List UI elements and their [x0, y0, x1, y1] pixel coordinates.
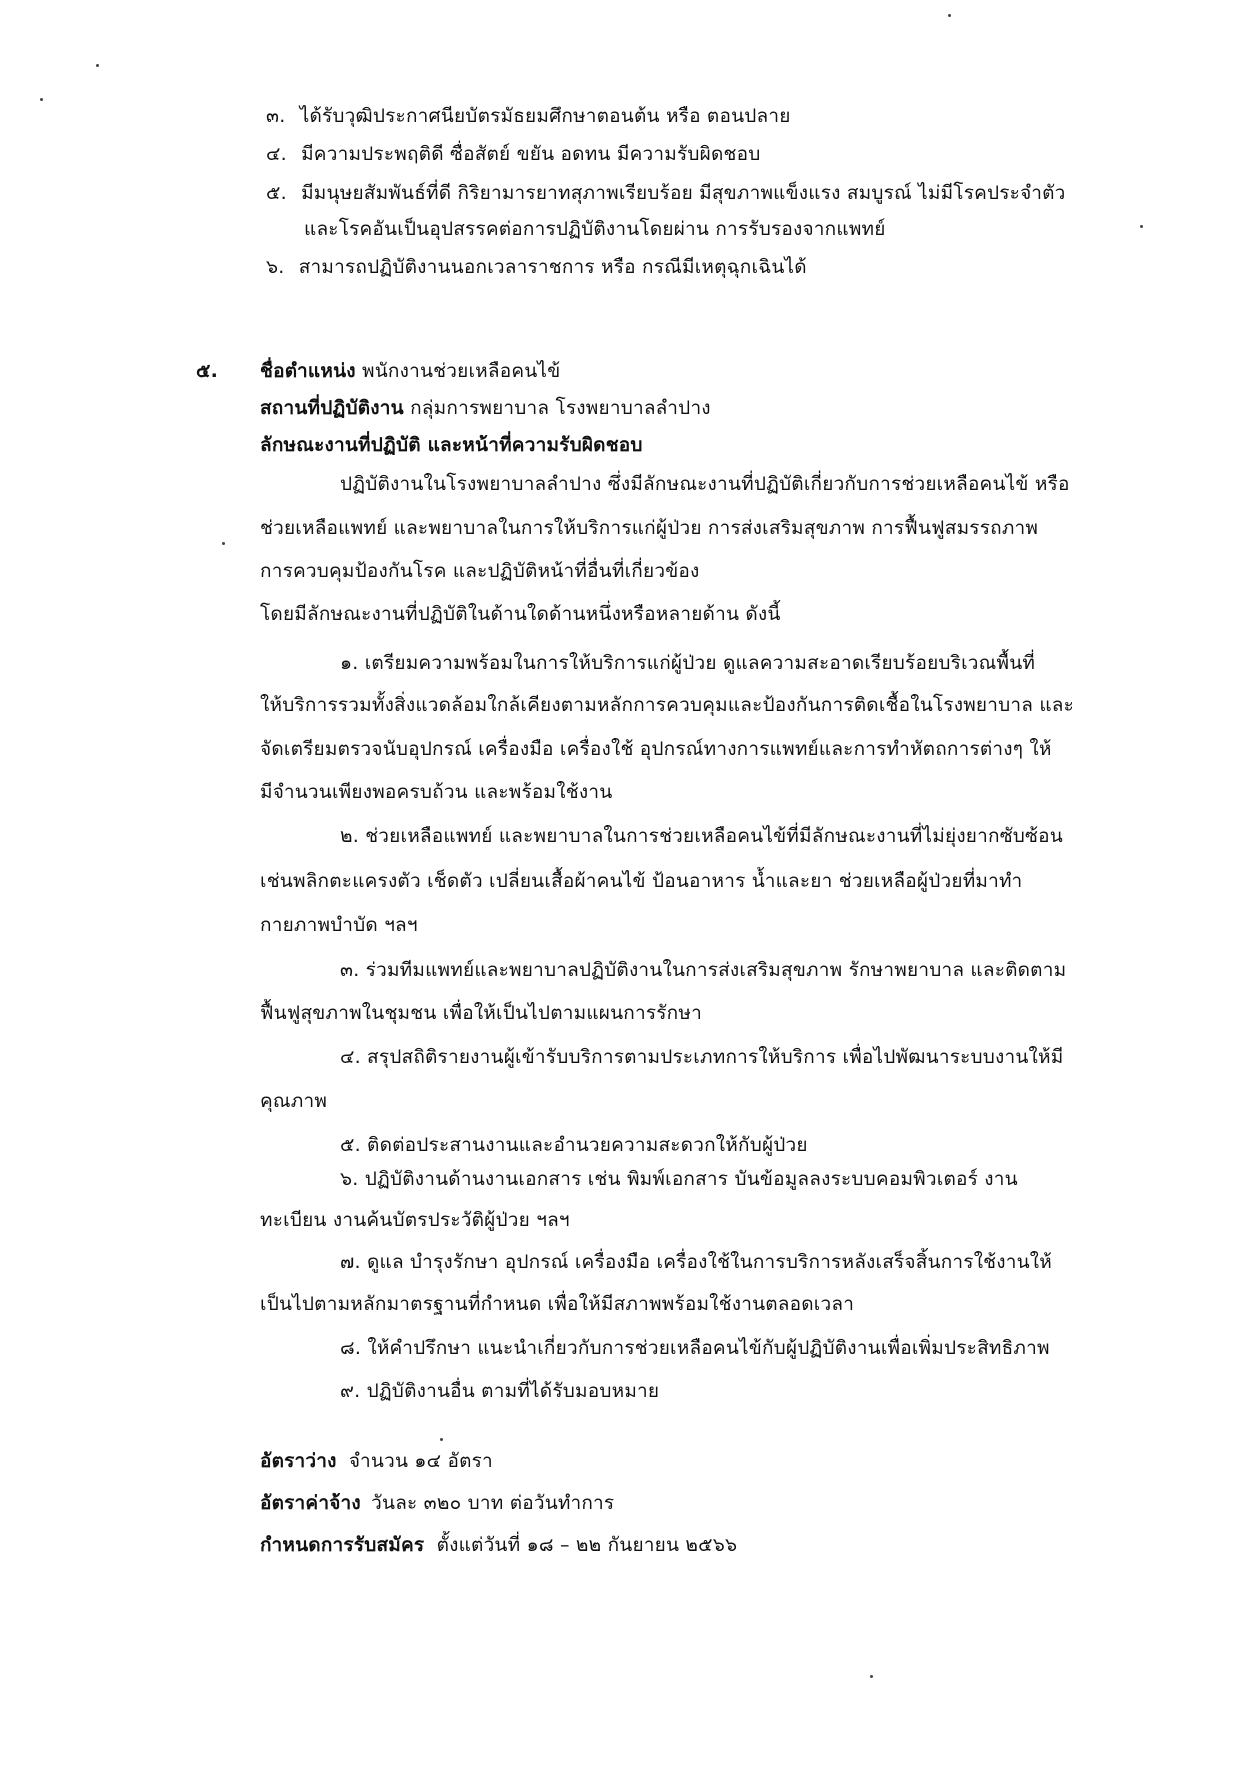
scan-speck: [1140, 225, 1143, 228]
duty-item-1-line-2: ให้บริการรวมทั้งสิ่งแวดล้อมใกล้เคียงตามหลักการควบคุมและป้องกันการติดเชื้อในโรงพยาบาล และ: [260, 694, 1075, 716]
duty-item-1-line-3: จัดเตรียมตรวจนับอุปกรณ์ เครื่องมือ เครื่องใช้ อุปกรณ์ทางการแพทย์และการทำหัตถการต่างๆ ให้: [260, 738, 1052, 760]
duty-item-2-line-2: เช่นพลิกตะแครงตัว เช็ดตัว เปลี่ยนเสื้อผ้าคนไข้ ป้อนอาหาร น้ำและยา ช่วยเหลือผู้ป่วยที่มาทำ: [260, 870, 1023, 892]
duty-item-8: ๘. ให้คำปรึกษา แนะนำเกี่ยวกับการช่วยเหลือคนไข้กับผู้ปฏิบัติงานเพื่อเพิ่มประสิทธิภาพ: [340, 1337, 1050, 1359]
scan-speck: [96, 64, 99, 67]
vacancy-value: จำนวน ๑๔ อัตรา: [348, 1450, 493, 1472]
duty-item-2: ๒. ช่วยเหลือแพทย์ และพยาบาลในการช่วยเหลือคนไข้ที่มีลักษณะงานที่ไม่ยุ่งยากซับซ้อน: [340, 825, 1063, 847]
qualification-item-3: [266, 103, 791, 129]
scan-speck: [222, 542, 225, 545]
scan-speck: [870, 1675, 873, 1678]
duty-item-3-line-2: ฟื้นฟูสุขภาพในชุมชน เพื่อให้เป็นไปตามแผนการรักษา: [260, 1002, 702, 1024]
wage-value: วันละ ๓๒๐ บาท ต่อวันทำการ: [371, 1492, 615, 1514]
qualification-text: ได้รับวุฒิประกาศนียบัตรมัธยมศึกษาตอนต้น หรือ ตอนปลาย: [299, 105, 791, 127]
duty-item-4-line-2: คุณภาพ: [260, 1090, 328, 1112]
duty-item-5: ๕. ติดต่อประสานงานและอำนวยความสะดวกให้กับผู้ป่วย: [340, 1134, 808, 1156]
duty-item-7: ๗. ดูแล บำรุงรักษา อุปกรณ์ เครื่องมือ เครื่องใช้ในการบริการหลังเสร็จสิ้นการใช้งานให้: [340, 1251, 1053, 1273]
duty-item-2-line-3: กายภาพบำบัด ฯลฯ: [260, 914, 418, 936]
duty-item-9: ๙. ปฏิบัติงานอื่น ตามที่ได้รับมอบหมาย: [340, 1380, 660, 1402]
position-title: [260, 358, 560, 384]
position-number: ๕.: [196, 360, 218, 382]
duty-item-1: ๑. เตรียมความพร้อมในการให้บริการแก่ผู้ป่วย ดูแลความสะอาดเรียบร้อยบริเวณพื้นที่: [340, 652, 1036, 674]
wage-rate: [260, 1490, 614, 1516]
intro-line-3: การควบคุมป้องกันโรค และปฏิบัติหน้าที่อื่นที่เกี่ยวข้อง: [260, 560, 700, 582]
work-place-value: กลุ่มการพยาบาล โรงพยาบาลลำปาง: [410, 397, 711, 419]
qualification-number: ๓.: [266, 105, 286, 127]
wage-label: อัตราค่าจ้าง: [260, 1492, 361, 1514]
application-period: [260, 1532, 737, 1558]
work-place-label: สถานที่ปฏิบัติงาน: [260, 397, 404, 419]
qualification-item-6: [266, 254, 807, 280]
qualification-number: ๕.: [266, 182, 287, 204]
qualification-item-5: [266, 180, 1066, 206]
scan-speck: [440, 1438, 443, 1441]
application-label: กำหนดการรับสมัคร: [260, 1534, 425, 1556]
qualification-text: สามารถปฏิบัติงานนอกเวลาราชการ หรือ กรณีมีเหตุฉุกเฉินได้: [298, 256, 807, 278]
duty-heading: ลักษณะงานที่ปฏิบัติ และหน้าที่ความรับผิดชอบ: [260, 434, 643, 456]
qualification-text: มีความประพฤติดี ซื่อสัตย์ ขยัน อดทน มีความรับผิดชอบ: [301, 143, 761, 165]
qualification-number: ๖.: [266, 256, 285, 278]
duty-item-7-line-2: เป็นไปตามหลักมาตรฐานที่กำหนด เพื่อให้มีสภาพพร้อมใช้งานตลอดเวลา: [260, 1293, 855, 1315]
qualification-text: มีมนุษยสัมพันธ์ที่ดี กิริยามารยาทสุภาพเรียบร้อย มีสุขภาพแข็งแรง สมบูรณ์ ไม่มีโรคประจำตัว: [301, 182, 1066, 204]
position-title-label: ชื่อตำแหน่ง: [260, 360, 356, 382]
qualification-item-4: [266, 141, 760, 167]
duty-item-6: ๖. ปฏิบัติงานด้านงานเอกสาร เช่น พิมพ์เอกสาร บันข้อมูลลงระบบคอมพิวเตอร์ งาน: [340, 1168, 1018, 1190]
application-value: ตั้งแต่วันที่ ๑๘ – ๒๒ กันยายน ๒๕๖๖: [436, 1534, 738, 1556]
position-title-value: พนักงานช่วยเหลือคนไข้: [362, 360, 561, 382]
duty-item-6-line-2: ทะเบียน งานค้นบัตรประวัติผู้ป่วย ฯลฯ: [260, 1209, 570, 1231]
intro-line-1: ปฏิบัติงานในโรงพยาบาลลำปาง ซึ่งมีลักษณะงานที่ปฏิบัติเกี่ยวกับการช่วยเหลือคนไข้ หรือ: [340, 473, 1070, 495]
duty-item-1-line-4: มีจำนวนเพียงพอครบถ้วน และพร้อมใช้งาน: [260, 781, 613, 803]
qualification-number: ๔.: [266, 143, 287, 165]
scan-speck: [40, 98, 43, 101]
intro-line-4: โดยมีลักษณะงานที่ปฏิบัติในด้านใดด้านหนึ่งหรือหลายด้าน ดังนี้: [260, 603, 781, 625]
scan-speck: [948, 14, 951, 17]
vacancy-label: อัตราว่าง: [260, 1450, 337, 1472]
vacancy-count: [260, 1448, 493, 1474]
duty-item-4: ๔. สรุปสถิติรายงานผู้เข้ารับบริการตามประเภทการให้บริการ เพื่อไปพัฒนาระบบงานให้มี: [340, 1046, 1064, 1068]
duty-item-3: ๓. ร่วมทีมแพทย์และพยาบาลปฏิบัติงานในการส่งเสริมสุขภาพ รักษาพยาบาล และติดตาม: [340, 959, 1067, 981]
work-place: [260, 395, 711, 421]
qualification-item-5-continuation: และโรคอันเป็นอุปสรรคต่อการปฏิบัติงานโดยผ่าน การรับรองจากแพทย์: [304, 218, 886, 240]
intro-line-2: ช่วยเหลือแพทย์ และพยาบาลในการให้บริการแก่ผู้ป่วย การส่งเสริมสุขภาพ การฟื้นฟูสมรรถภาพ: [260, 517, 1039, 539]
